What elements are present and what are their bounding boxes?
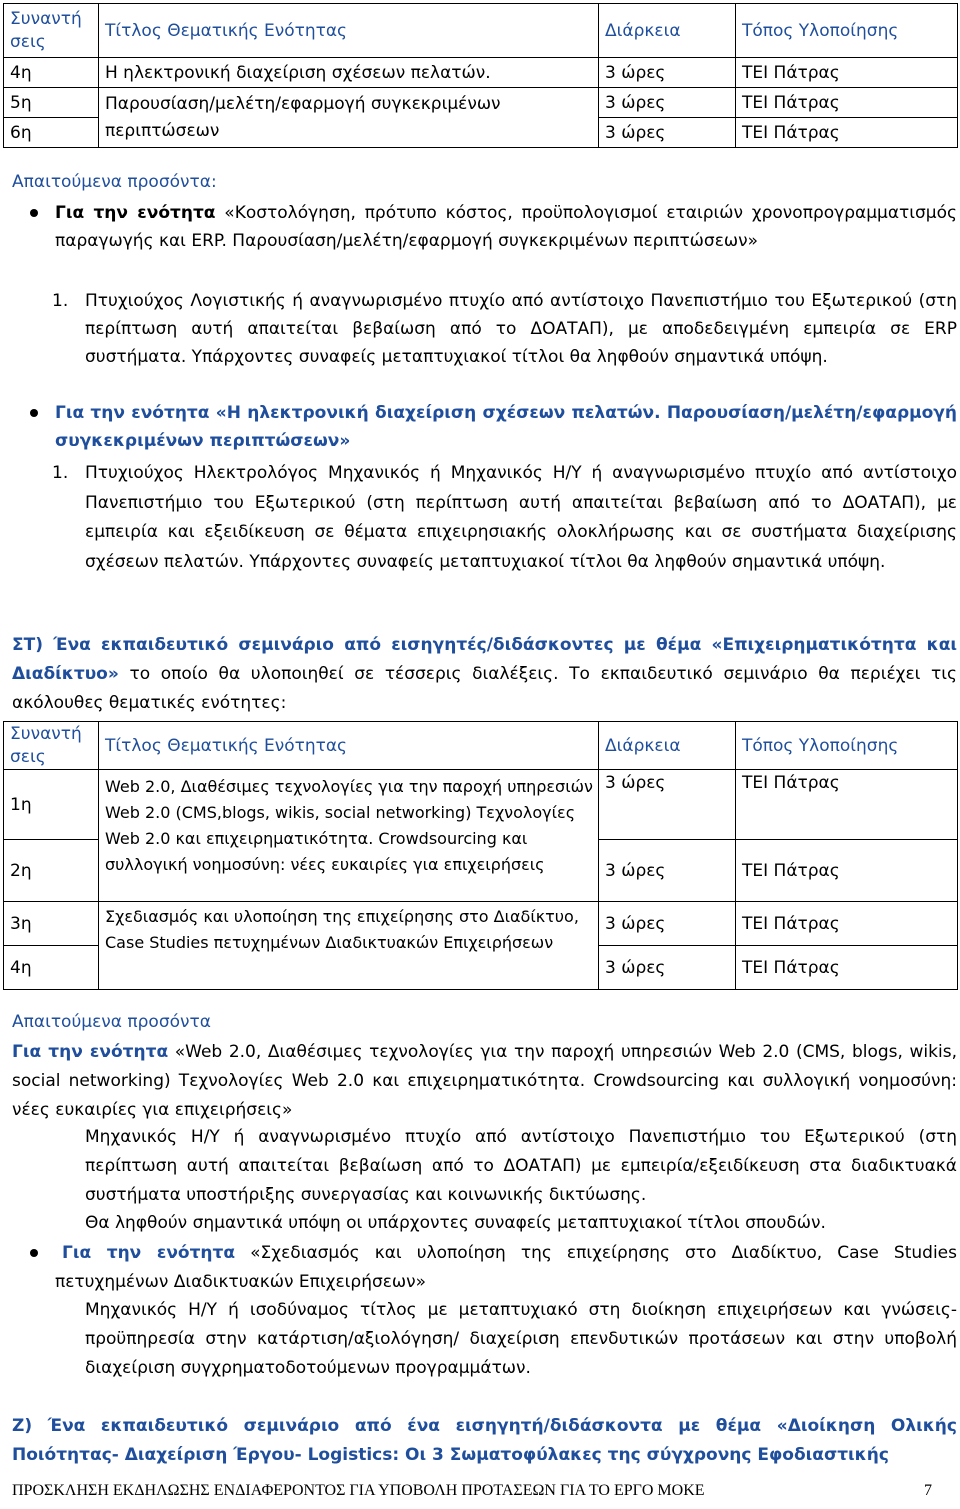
item-number: 1.	[52, 463, 69, 483]
bullet-icon	[30, 1249, 38, 1257]
session-cell: 4η	[4, 58, 99, 88]
header-duration: Διάρκεια	[599, 4, 736, 58]
qualification-detail-1: Μηχανικός Η/Υ ή αναγνωρισμένο πτυχίο από αντίστοιχο Πανεπιστήμιο του Εξωτερικού (στη περίπτωση αυτή απαιτείται βεβαίωση από το ΔΟΑΤΑΠ) με εμπειρία/εξειδίκευση στα διαδικτυακά συστήματα υποστήριξης συνεργασίας και κοινωνικής δικτύωσης.	[85, 1127, 957, 1205]
header-title: Τίτλος Θεματικής Ενότητας	[99, 4, 599, 58]
place-cell: ΤΕΙ Πάτρας	[736, 88, 958, 118]
topic-cell: Web 2.0, Διαθέσιμες τεχνολογίες για την παροχή υπηρεσιών Web 2.0 (CMS,blogs, wikis, social networking) Τεχνολογίες Web 2.0 και επιχειρηματικότητα. Crowdsourcing και συλλογική νοημοσύνη: νέες ευκαιρίες για επιχειρήσεις	[99, 770, 599, 902]
requirement-bullet-2: Για την ενότητα «Η ηλεκτρονική διαχείριση σχέσεων πελατών. Παρουσίαση/μελέτη/εφαρμογή συγκεκριμένων περιπτώσεων»	[55, 403, 957, 451]
session-cell: 3η	[4, 902, 99, 946]
qualification-item-2: Πτυχιούχος Ηλεκτρολόγος Μηχανικός ή Μηχανικός Η/Υ ή αναγνωρισμένο πτυχίο από αντίστοιχο Πανεπιστήμιο του Εξωτερικού (στη περίπτωση αυτή απαιτείται βεβαίωση από το ΔΟΑΤΑΠ), με εμπειρία και εξειδίκευση σε θέματα επιχειρησιακής ολοκλήρωσης και σε συστήματα διαχείρισης σχέσεων πελατών. Υπάρχοντες συναφείς μεταπτυχιακοί τίτλοι θα ληφθούν σημαντικά υπόψη.	[85, 463, 957, 572]
bullet-icon	[30, 209, 38, 217]
sessions-table-2	[3, 721, 958, 990]
place-cell: ΤΕΙ Πάτρας	[736, 946, 958, 990]
section-st-intro	[12, 631, 957, 718]
table-row	[4, 770, 958, 840]
duration-cell: 3 ώρες	[599, 946, 736, 990]
requirement-lead: Για την ενότητα	[55, 203, 216, 223]
requirement-bullet-1	[55, 199, 957, 255]
duration-cell: 3 ώρες	[599, 88, 736, 118]
bullet-icon	[30, 409, 38, 417]
place-cell: ΤΕΙ Πάτρας	[736, 118, 958, 148]
footer-text: ΠΡΟΣΚΛΗΣΗ ΕΚΔΗΛΩΣΗΣ ΕΝΔΙΑΦΕΡΟΝΤΟΣ ΓΙΑ ΥΠΟΒΟΛΗ ΠΡΟΤΑΣΕΩΝ ΓΙΑ ΤΟ ΕΡΓΟ ΜΟΚΕ	[12, 1482, 705, 1499]
title-cell: Η ηλεκτρονική διαχείριση σχέσεων πελατών.	[99, 58, 599, 88]
header-session: Συναντή σεις	[4, 4, 99, 58]
item-number: 1.	[52, 291, 69, 311]
qualification-detail-2: Μηχανικός Η/Υ ή ισοδύναμος τίτλος με μεταπτυχιακό στη διοίκηση επιχειρήσεων και γνώσεις-προϋπηρεσία στην κατάρτιση/αξιολόγηση/ διαχείριση επενδυτικών προτάσεων και στην υποβολή διαχείριση συγχρηματοδοτούμενων προγραμμάτων.	[85, 1300, 957, 1378]
session-cell: 5η	[4, 88, 99, 118]
section-st-rest: το οποίο θα υλοποιηθεί σε τέσσερις διαλέξεις. Το εκπαιδευτικό σεμινάριο θα περιέχει τις ακόλουθες θεματικές ενότητες:	[12, 664, 957, 713]
session-cell: 1η	[4, 770, 99, 840]
page-number: 7	[924, 1482, 932, 1499]
table-row	[4, 88, 958, 118]
requirement-text: «Κοστολόγηση, πρότυπο κόστος, προϋπολογισμοί εταιριών χρονοπρογραμματισμός παραγωγής και ERP. Παρουσίαση/μελέτη/εφαρμογή συγκεκριμένων περιπτώσεων»	[55, 203, 957, 251]
requirement-lead: Για την ενότητα	[12, 1042, 169, 1062]
session-cell: 2η	[4, 840, 99, 902]
requirement-lead: Για την ενότητα	[62, 1243, 236, 1263]
session-cell: 6η	[4, 118, 99, 148]
section-st-lead: ΣΤ) Ένα εκπαιδευτικό σεμινάριο από εισηγητές/διδάσκοντες με θέμα «Επιχειρηματικότητα και Διαδίκτυο»	[12, 635, 957, 684]
duration-cell: 3 ώρες	[599, 58, 736, 88]
title-cell: Παρουσίαση/μελέτη/εφαρμογή συγκεκριμένων περιπτώσεων	[99, 88, 599, 148]
header-session: Συναντή σεις	[4, 722, 99, 770]
requirements-heading-2: Απαιτούμενα προσόντα	[12, 1012, 211, 1032]
duration-cell: 3 ώρες	[599, 118, 736, 148]
place-cell: ΤΕΙ Πάτρας	[736, 840, 958, 902]
header-title: Τίτλος Θεματικής Ενότητας	[99, 722, 599, 770]
header-place: Τόπος Υλοποίησης	[736, 4, 958, 58]
place-cell: ΤΕΙ Πάτρας	[736, 902, 958, 946]
requirement-paragraph-1	[12, 1038, 957, 1125]
requirements-heading-1: Απαιτούμενα προσόντα:	[12, 172, 217, 192]
qualification-note-1: Θα ληφθούν σημαντικά υπόψη οι υπάρχοντες συναφείς μεταπτυχιακοί τίτλοι σπουδών.	[85, 1213, 826, 1233]
table-header-row	[4, 4, 958, 58]
place-cell: ΤΕΙ Πάτρας	[736, 770, 958, 840]
topic-cell: Σχεδιασμός και υλοποίηση της επιχείρησης στο Διαδίκτυο, Case Studies πετυχημένων Διαδικτυακών Επιχειρήσεων	[99, 902, 599, 990]
duration-cell: 3 ώρες	[599, 770, 736, 840]
requirement-text: «Web 2.0, Διαθέσιμες τεχνολογίες για την παροχή υπηρεσιών Web 2.0 (CMS, blogs, wikis, social networking) Τεχνολογίες Web 2.0 και επιχειρηματικότητα. Crowdsourcing και συλλογική νοημοσύνη: νέες ευκαιρίες για επιχειρήσεις»	[12, 1042, 957, 1120]
section-z-intro: Ζ) Ένα εκπαιδευτικό σεμινάριο από ένα εισηγητή/διδάσκοντα με θέμα «Διοίκηση Ολικής Ποιότητας- Διαχείριση Έργου- Logistics: Οι 3 Σωματοφύλακες της σύγχρονης Εφοδιαστικής	[12, 1416, 957, 1465]
table-row	[4, 902, 958, 946]
session-cell: 4η	[4, 946, 99, 990]
sessions-table-1	[3, 3, 958, 148]
requirement-text: «Σχεδιασμός και υλοποίηση της επιχείρησης στο Διαδίκτυο, Case Studies πετυχημένων Διαδικτυακών Επιχειρήσεων»	[55, 1243, 957, 1292]
qualification-item-1: Πτυχιούχος Λογιστικής ή αναγνωρισμένο πτυχίο από αντίστοιχο Πανεπιστήμιο του Εξωτερικού (στη περίπτωση αυτή απαιτείται βεβαίωση από το ΔΟΑΤΑΠ), με αποδεδειγμένη εμπειρία σε ERP συστήματα. Υπάρχοντες συναφείς μεταπτυχιακοί τίτλοι θα ληφθούν σημαντικά υπόψη.	[85, 291, 957, 367]
requirement-paragraph-2	[55, 1239, 957, 1297]
table-header-row	[4, 722, 958, 770]
duration-cell: 3 ώρες	[599, 840, 736, 902]
header-place: Τόπος Υλοποίησης	[736, 722, 958, 770]
table-row	[4, 58, 958, 88]
place-cell: ΤΕΙ Πάτρας	[736, 58, 958, 88]
header-duration: Διάρκεια	[599, 722, 736, 770]
duration-cell: 3 ώρες	[599, 902, 736, 946]
